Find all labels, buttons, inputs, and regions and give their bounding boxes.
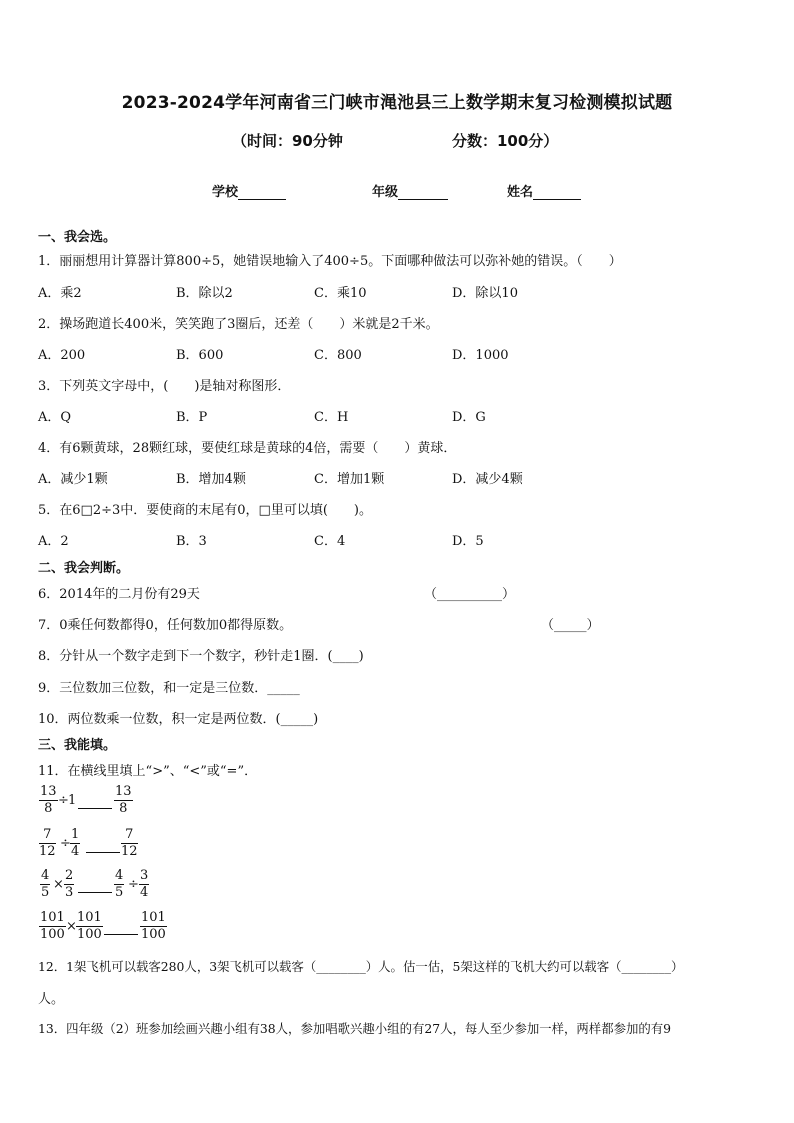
- section-heading-judge: 二、我会判断。: [38, 561, 130, 576]
- q1-option-b[interactable]: B．除以2: [176, 286, 233, 301]
- school-label: 学校: [212, 185, 239, 200]
- q1-option-c[interactable]: C．乘10: [314, 286, 367, 301]
- school-field: [212, 181, 286, 200]
- exam-time: （时间：90分钟: [232, 132, 343, 150]
- answer-line-r2[interactable]: [86, 852, 120, 853]
- question-6: 6．2014年的二月份有29天: [38, 587, 200, 602]
- fraction-r2-b: $\frac{1}{4}$: [71, 827, 80, 859]
- fraction-r3-d: $\frac{3}{4}$: [140, 868, 149, 900]
- q5-option-c[interactable]: C．4: [314, 534, 346, 549]
- name-label: 姓名: [507, 185, 534, 200]
- q2-option-c[interactable]: C．800: [314, 348, 362, 363]
- grade-blank[interactable]: [398, 185, 448, 200]
- name-field: [507, 181, 581, 200]
- fraction-r3-a: $\frac{4}{5}$: [41, 868, 50, 900]
- fraction-r3-b: $\frac{2}{3}$: [65, 868, 74, 900]
- question-11: 11．在横线里填上“>”、“<”或“=”．: [38, 764, 258, 779]
- grade-field: [372, 181, 448, 200]
- q2-option-d[interactable]: D．1000: [452, 348, 509, 363]
- fraction-r2-a: $\frac{7}{12}$: [39, 827, 56, 859]
- answer-line-r1[interactable]: [78, 808, 112, 809]
- page-title: 2023-2024学年河南省三门峡市渑池县三上数学期末复习检测模拟试题: [121, 93, 673, 113]
- operator-r2: ÷: [60, 836, 71, 851]
- fraction-r3-c: $\frac{4}{5}$: [115, 868, 124, 900]
- section-heading-choice: 一、我会选。: [38, 230, 117, 245]
- fraction-r1-c: $\frac{13}{8}$: [115, 784, 132, 816]
- fraction-r1-a: $\frac{13}{8}$: [40, 784, 57, 816]
- question-8: 8．分针从一个数字走到下一个数字，秒针走1圈．(____): [38, 649, 364, 664]
- fraction-r2-c: $\frac{7}{12}$: [121, 827, 138, 859]
- q3-option-b[interactable]: B．P: [176, 410, 208, 425]
- fraction-r4-b: $\frac{101}{100}$: [77, 910, 102, 942]
- question-5: 5．在6□2÷3中．要使商的末尾有0，□里可以填( )。: [38, 503, 372, 518]
- q3-option-c[interactable]: C．H: [314, 410, 349, 425]
- question-12-continued: 人。: [38, 992, 65, 1007]
- question-13: 13．四年级（2）班参加绘画兴趣小组有38人，参加唱歌兴趣小组的有27人，每人至少参加一样，两样都参加的有9: [38, 1021, 672, 1036]
- operator-r3: ×: [53, 877, 64, 892]
- question-2: 2．操场跑道长400米，笑笑跑了3圈后，还差（ ）米就是2千米。: [38, 317, 439, 332]
- q6-answer-blank[interactable]: （__________）: [424, 587, 516, 602]
- q4-option-d[interactable]: D．减少4颗: [452, 472, 523, 487]
- question-1: 1．丽丽想用计算器计算800÷5，她错误地输入了400÷5。下面哪种做法可以弥补她的错误。（ ）: [38, 254, 622, 269]
- question-9: 9．三位数加三位数，和一定是三位数．_____: [38, 681, 300, 696]
- answer-line-r3[interactable]: [78, 892, 112, 893]
- q2-option-a[interactable]: A．200: [38, 348, 86, 363]
- section-heading-fill: 三、我能填。: [38, 738, 117, 753]
- q2-option-b[interactable]: B．600: [176, 348, 224, 363]
- question-3: 3．下列英文字母中，( )是轴对称图形．: [38, 379, 291, 394]
- q3-option-d[interactable]: D．G: [452, 410, 486, 425]
- exam-score: 分数：100分）: [452, 132, 559, 150]
- operator-r1: ÷: [58, 793, 69, 808]
- operator-r3-second: ÷: [128, 877, 139, 892]
- q5-option-b[interactable]: B．3: [176, 534, 207, 549]
- school-blank[interactable]: [238, 185, 286, 200]
- grade-label: 年级: [372, 185, 399, 200]
- question-10: 10．两位数乘一位数，积一定是两位数．(_____): [38, 712, 319, 727]
- q5-option-a[interactable]: A．2: [38, 534, 69, 549]
- q4-option-c[interactable]: C．增加1颗: [314, 472, 385, 487]
- fraction-r4-c: $\frac{101}{100}$: [141, 910, 166, 942]
- q1-option-d[interactable]: D．除以10: [452, 286, 518, 301]
- q1-option-a[interactable]: A．乘2: [38, 286, 82, 301]
- operator-r4: ×: [66, 919, 77, 934]
- question-4: 4．有6颗黄球，28颗红球，要使红球是黄球的4倍，需要（ ）黄球．: [38, 441, 457, 456]
- number-r1-b: 1: [68, 793, 77, 808]
- q5-option-d[interactable]: D．5: [452, 534, 484, 549]
- q4-option-b[interactable]: B．增加4颗: [176, 472, 246, 487]
- question-12: 12．1架飞机可以载客280人，3架飞机可以载客（________）人。估一估，5架这样的飞机大约可以载客（________）: [38, 959, 684, 974]
- name-blank[interactable]: [533, 185, 581, 200]
- q7-answer-blank[interactable]: （_____）: [541, 618, 600, 633]
- q4-option-a[interactable]: A．减少1颗: [38, 472, 108, 487]
- question-7: 7．0乘任何数都得0，任何数加0都得原数。: [38, 618, 293, 633]
- fraction-r4-a: $\frac{101}{100}$: [40, 910, 65, 942]
- answer-line-r4[interactable]: [104, 934, 138, 935]
- q3-option-a[interactable]: A．Q: [38, 410, 72, 425]
